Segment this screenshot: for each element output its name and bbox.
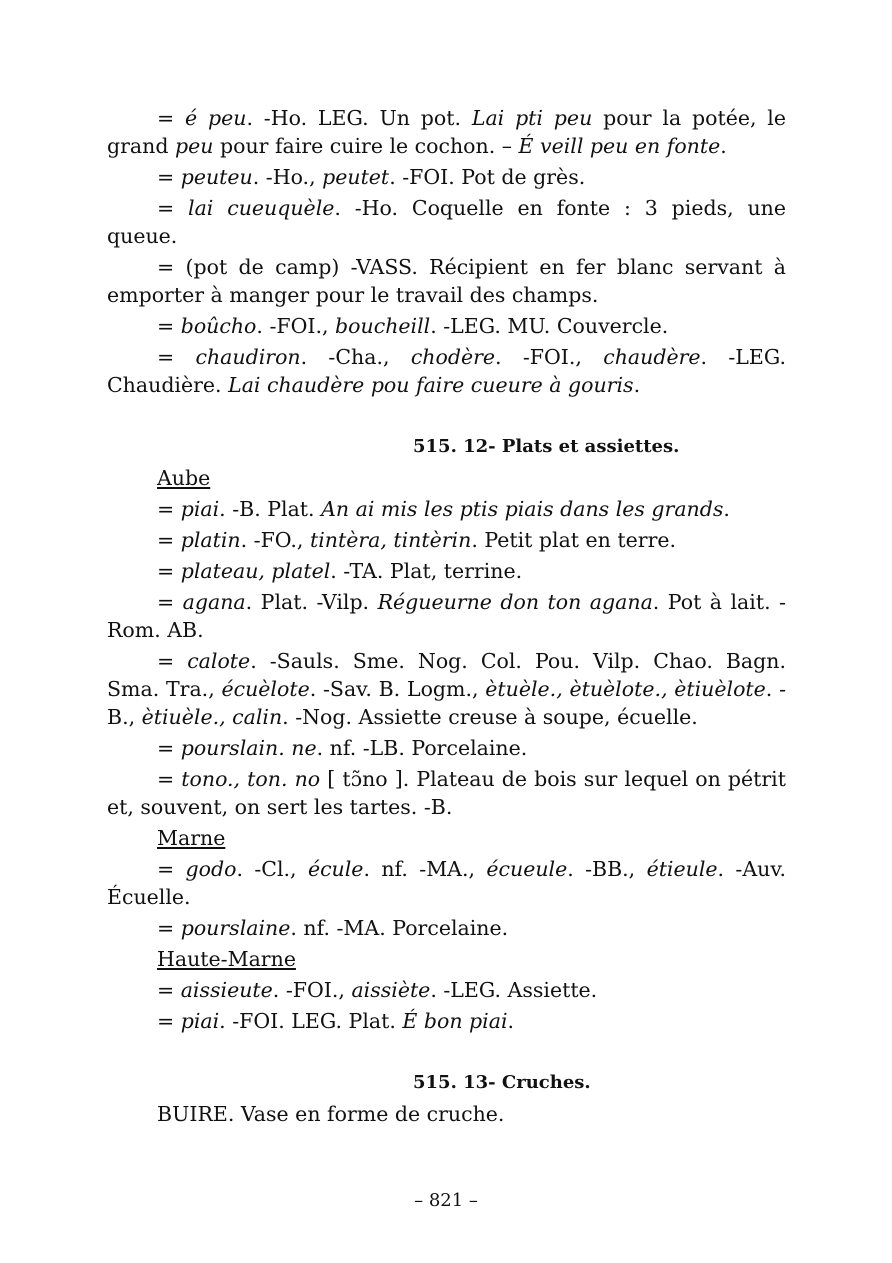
entry-godo: = godo. -Cl., écule. nf. -MA., écueule. -BB., étieule. -Auv. Écuelle. — [107, 857, 786, 909]
page-number: – 821 – — [414, 1190, 478, 1211]
entry-chaudiere: = chaudiron. -Cha., chodère. -FOI., chaudère. -LEG. Chaudière. Lai chaudère pou faire cueure à gouris. — [107, 345, 787, 397]
entry-coquelle: = lai cueuquèle. -Ho. Coquelle en fonte : 3 pieds, une queue. — [107, 196, 787, 248]
section-heading-plats: 515. 12- Plats et assiettes. — [413, 436, 680, 457]
entry-pot: = é peu. -Ho. LEG. Un pot. Lai pti peu pour la potée, le grand peu pour faire cuire le cochon. – É veill peu en fonte. — [107, 106, 786, 158]
entry-couvercle: = boûcho. -FOI., boucheill. -LEG. MU. Couvercle. — [157, 314, 669, 338]
entry-tono: = tono., ton. no [ tɔ̃no ]. Plateau de bois sur lequel on pétrit et, souvent, on sert les tartes. -B. — [107, 767, 786, 819]
entry-pot-de-camp: = (pot de camp) -VASS. Récipient en fer blanc servant à emporter à manger pour le travail des champs. — [107, 255, 786, 307]
entry-pot-de-gres: = peuteu. -Ho., peutet. -FOI. Pot de grès. — [157, 165, 586, 189]
page-body — [107, 104, 786, 1128]
entry-pourslaine: = pourslaine. nf. -MA. Porcelaine. — [157, 916, 509, 940]
entry-buire: BUIRE. Vase en forme de cruche. — [157, 1102, 505, 1126]
region-haute-marne: Haute-Marne — [157, 947, 296, 971]
entry-piai-hm: = piai. -FOI. LEG. Plat. É bon piai. — [157, 1009, 515, 1033]
entry-pourslain: = pourslain. ne. nf. -LB. Porcelaine. — [157, 736, 528, 760]
entry-aissieute: = aissieute. -FOI., aissiète. -LEG. Assiette. — [157, 978, 598, 1002]
region-marne: Marne — [157, 826, 226, 850]
entry-plateau: = plateau, platel. -TA. Plat, terrine. — [157, 559, 523, 583]
entry-agana: = agana. Plat. -Vilp. Régueurne don ton agana. Pot à lait. -Rom. AB. — [107, 590, 786, 642]
entry-platin: = platin. -FO., tintèra, tintèrin. Petit plat en terre. — [157, 528, 677, 552]
entry-calote: = calote. -Sauls. Sme. Nog. Col. Pou. Vilp. Chao. Bagn. Sma. Tra., écuèlote. -Sav. B. Logm., ètuèle., ètuèlote., ètiuèlote. -B., ètiuèle., calin. -Nog. Assiette creuse à soupe, écuelle. — [107, 649, 786, 729]
section-heading-cruches: 515. 13- Cruches. — [413, 1072, 591, 1093]
region-aube: Aube — [157, 466, 211, 490]
entry-piai: = piai. -B. Plat. An ai mis les ptis piais dans les grands. — [157, 497, 730, 521]
